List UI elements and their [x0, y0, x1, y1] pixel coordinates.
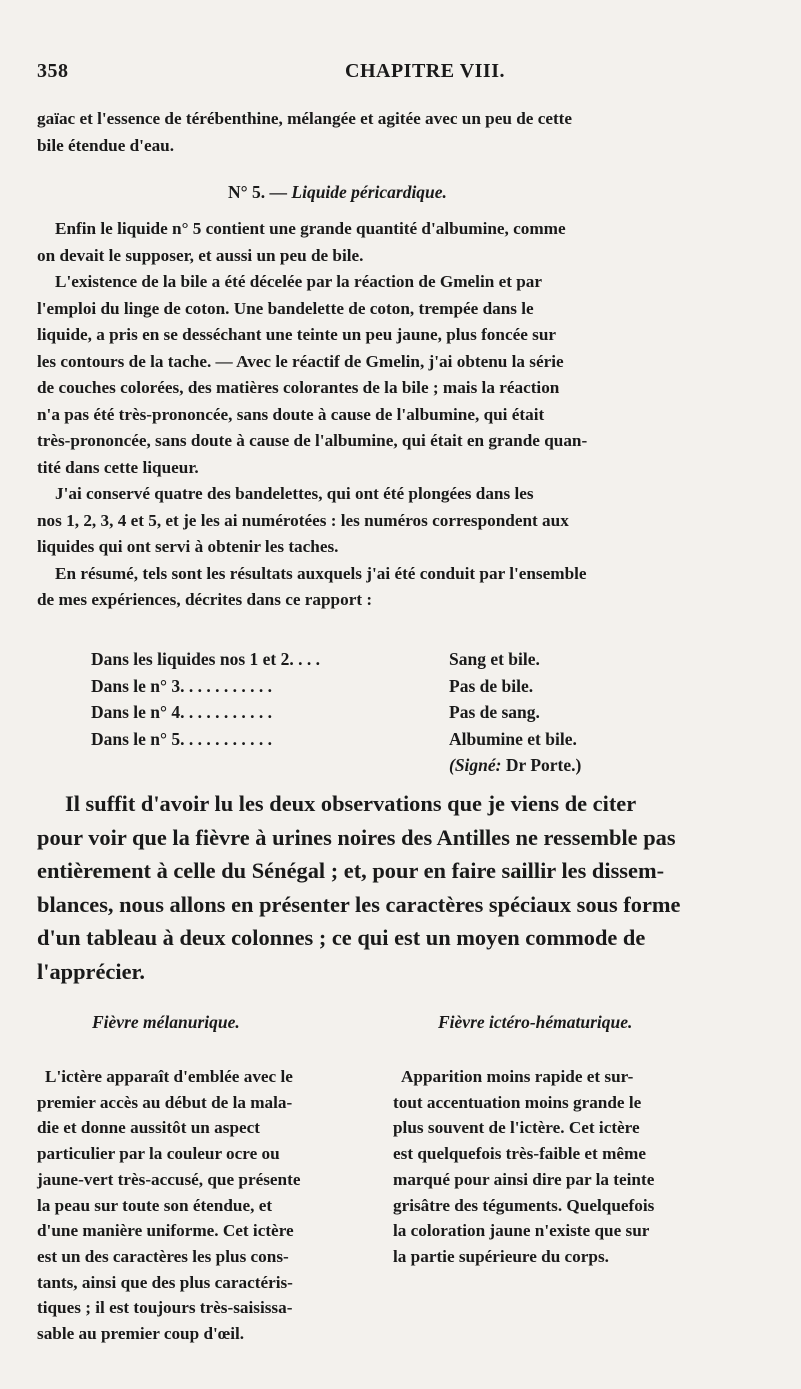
column-line: tants, ainsi que des plus caractéris- [37, 1272, 293, 1292]
paragraph-line: J'ai conservé quatre des bandelettes, qui ont été plongées dans les [55, 484, 534, 503]
column-line: L'ictère apparaît d'emblée avec le [45, 1067, 293, 1086]
left-column-title: Fièvre mélanurique. [92, 1012, 240, 1032]
summary-value: Albumine et bile. [449, 728, 577, 749]
summary-row [91, 699, 761, 726]
column-line: marqué pour ainsi dire par la teinte [393, 1169, 655, 1189]
summary-label: Dans le n° 3. . . . . . . . . . . [91, 675, 273, 696]
column-line: la coloration jaune n'existe que sur [393, 1221, 650, 1241]
paragraph-line: entièrement à celle du Sénégal ; et, pour en faire saillir les dissem- [37, 858, 665, 883]
page-header [37, 60, 764, 86]
paragraph-line: nos 1, 2, 3, 4 et 5, et je les ai numérotées : les numéros correspondent aux [37, 510, 569, 530]
column-line: premier accès au début de la mala- [37, 1092, 293, 1112]
body-paragraphs [37, 216, 761, 614]
signature-name: Porte.) [525, 755, 582, 775]
section-heading [228, 182, 447, 203]
page-number: 358 [37, 60, 69, 82]
summary-value: Pas de sang. [449, 702, 540, 722]
signature-title: Dr [505, 755, 526, 775]
column-line: sable au premier coup d'œil. [37, 1324, 245, 1344]
results-summary [91, 646, 761, 779]
column-line: la peau sur toute son étendue, et [37, 1195, 273, 1215]
text-line: bile étendue d'eau. [37, 135, 175, 155]
column-line: est quelquefois très-faible et même [393, 1144, 646, 1164]
column-line: tiques ; il est toujours très-saisissa- [37, 1298, 293, 1318]
paragraph-line: Il suffit d'avoir lu les deux observations que je viens de citer [65, 791, 637, 816]
section-title: Liquide péricardique. [291, 182, 447, 202]
paragraph-line: En résumé, tels sont les résultats auxquels j'ai été conduit par l'ensemble [55, 563, 587, 583]
intro-text [37, 106, 761, 159]
paragraph-line: liquides qui ont servi à obtenir les taches. [37, 537, 339, 556]
summary-label: Dans le n° 5. . . . . . . . . . . [91, 728, 273, 749]
column-line: grisâtre des téguments. Quelquefois [393, 1195, 655, 1215]
summary-label: Dans le n° 4. . . . . . . . . . . [91, 702, 273, 722]
summary-row [91, 646, 761, 673]
signature [91, 752, 761, 779]
summary-row [91, 726, 761, 753]
right-column-title: Fièvre ictéro-hématurique. [438, 1012, 633, 1032]
column-line: jaune-vert très-accusé, que présente [37, 1169, 301, 1189]
paragraph-line: L'existence de la bile a été décelée par la réaction de Gmelin et par [55, 272, 543, 291]
paragraph-line: liquide, a pris en se desséchant une teinte un peu jaune, plus foncée sur [37, 325, 557, 344]
signature-prefix: (Signé: [449, 755, 506, 775]
column-line: Apparition moins rapide et sur- [401, 1067, 634, 1086]
paragraph-line: Enfin le liquide n° 5 contient une grande quantité d'albumine, comme [55, 219, 566, 238]
left-column [37, 1064, 380, 1347]
summary-value: Sang et bile. [449, 649, 540, 669]
column-line: particulier par la couleur ocre ou [37, 1144, 280, 1164]
column-line: die et donne aussitôt un aspect [37, 1118, 260, 1138]
summary-row [91, 673, 761, 700]
text-line: gaïac et l'essence de térébenthine, mélangée et agitée avec un peu de cette [37, 109, 573, 128]
paragraph-line: tité dans cette liqueur. [37, 457, 199, 477]
paragraph-line: on devait le supposer, et aussi un peu de bile. [37, 245, 364, 265]
paragraph-line: de couches colorées, des matières colorantes de la bile ; mais la réaction [37, 378, 560, 397]
column-line: d'une manière uniforme. Cet ictère [37, 1221, 294, 1241]
large-paragraph [37, 787, 763, 988]
summary-value: Pas de bile. [449, 675, 534, 696]
column-line: plus souvent de l'ictère. Cet ictère [393, 1118, 640, 1138]
column-line: la partie supérieure du corps. [393, 1246, 609, 1266]
paragraph-line: l'emploi du linge de coton. Une bandelette de coton, trempée dans le [37, 298, 534, 318]
paragraph-line: pour voir que la fièvre à urines noires des Antilles ne ressemble pas [37, 824, 676, 850]
paragraph-line: de mes expériences, décrites dans ce rapport : [37, 590, 373, 609]
column-line: est un des caractères les plus cons- [37, 1246, 289, 1266]
chapter-title: CHAPITRE VIII. [345, 60, 505, 82]
right-column [393, 1064, 763, 1270]
column-line: tout accentuation moins grande le [393, 1092, 642, 1112]
paragraph-line: très-prononcée, sans doute à cause de l'albumine, qui était en grande quan- [37, 431, 588, 450]
paragraph-line: les contours de la tache. — Avec le réactif de Gmelin, j'ai obtenu la série [37, 351, 564, 371]
paragraph-line: blances, nous allons en présenter les caractères spéciaux sous forme [37, 891, 681, 917]
summary-label: Dans les liquides nos 1 et 2. . . . [91, 649, 320, 669]
paragraph-line: l'apprécier. [37, 958, 145, 984]
section-number: N° 5. — [228, 182, 292, 202]
paragraph-line: n'a pas été très-prononcée, sans doute à cause de l'albumine, qui était [37, 404, 545, 424]
paragraph-line: d'un tableau à deux colonnes ; ce qui est un moyen commode de [37, 925, 646, 950]
